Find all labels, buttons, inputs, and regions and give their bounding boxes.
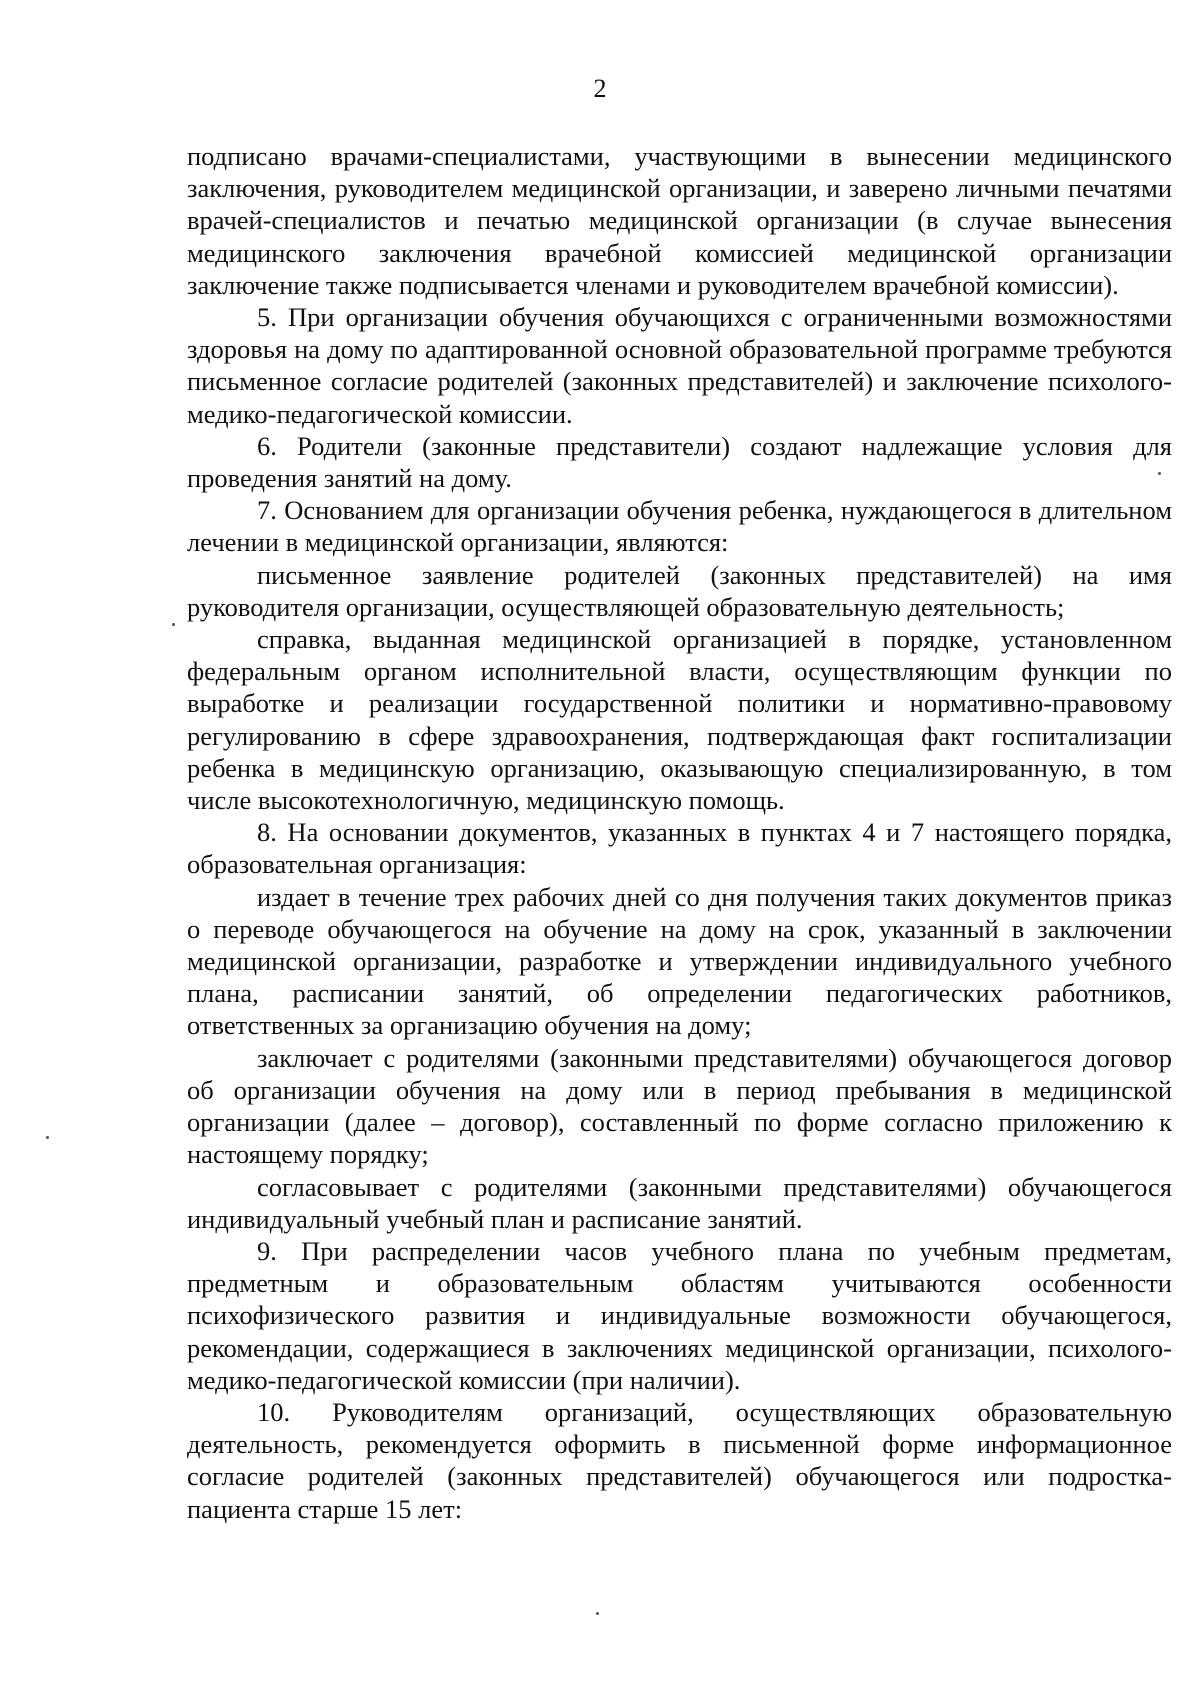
scan-speck: [1158, 472, 1161, 475]
paragraph-item-8-agreement: согласовывает с родителями (законными представителями) обучающегося индивидуальный учебный план и расписание занятий.: [187, 1171, 1172, 1234]
paragraph-item-7-certificate: справка, выданная медицинской организацией в порядке, установленном федеральным органом исполнительной власти, осуществляющим функции по выработке и реализации государственной политики и нормативно-правовому регулированию в сфере здравоохранения, подтверждающая факт госпитализации ребенка в медицинскую организацию, оказывающую специализированную, в том числе высокотехнологичную, медицинскую помощь.: [187, 624, 1172, 816]
scan-speck: [46, 1136, 49, 1139]
paragraph-item-8-contract: заключает с родителями (законными представителями) обучающегося договор об организации обучения на дому или в период пребывания в медицинской организации (далее – договор), составленный по форме согласно приложению к настоящему порядку;: [187, 1042, 1172, 1170]
paragraph-item-7: 7. Основанием для организации обучения ребенка, нуждающегося в длительном лечении в медицинской организации, являются:: [187, 495, 1172, 558]
paragraph-item-5: 5. При организации обучения обучающихся с ограниченными возможностями здоровья на дому по адаптированной основной образовательной программе требуются письменное согласие родителей (законных представителей) и заключение психолого-медико-педагогической комиссии.: [187, 302, 1172, 429]
paragraph-item-10: 10. Руководителям организаций, осуществляющих образовательную деятельность, рекомендуется оформить в письменной форме информационное согласие родителей (законных представителей) обучающегося или подростка-пациента старше 15 лет:: [187, 1396, 1172, 1524]
paragraph-item-8-order: издает в течение трех рабочих дней со дня получения таких документов приказ о переводе обучающегося на обучение на дому на срок, указанный в заключении медицинской организации, разработке и утверждении индивидуального учебного плана, расписании занятий, об определении педагогических работников, ответственных за организацию обучения на дому;: [187, 881, 1172, 1041]
paragraph-item-8: 8. На основании документов, указанных в пунктах 4 и 7 настоящего порядка, образовательная организация:: [187, 817, 1172, 880]
scan-speck: [172, 623, 175, 626]
paragraph-continuation: подписано врачами-специалистами, участвующими в вынесении медицинского заключения, руководителем медицинской организации, и заверено личными печатями врачей-специалистов и печатью медицинской организации (в случае вынесения медицинского заключения врачебной комиссией медицинской организации заключение также подписывается членами и руководителем врачебной комиссии).: [187, 141, 1172, 300]
paragraph-item-7-application: письменное заявление родителей (законных представителей) на имя руководителя организации, осуществляющей образовательную деятельность;: [187, 559, 1172, 622]
paragraph-item-9: 9. При распределении часов учебного плана по учебным предметам, предметным и образовательным областям учитываются особенности психофизического развития и индивидуальные возможности обучающегося, рекомендации, содержащиеся в заключениях медицинской организации, психолого-медико-педагогической комиссии (при наличии).: [187, 1235, 1172, 1395]
paragraph-item-6: 6. Родители (законные представители) создают надлежащие условия для проведения занятий на дому.: [187, 430, 1172, 494]
document-body: [187, 140, 1172, 1525]
page-number: 2: [593, 74, 607, 103]
scan-speck: [596, 1612, 599, 1615]
